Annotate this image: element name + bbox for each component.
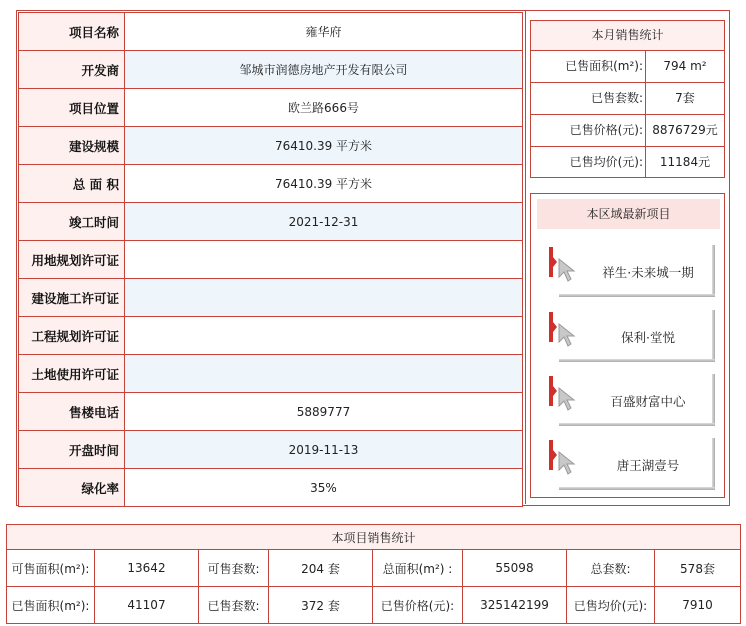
monthly-row-units bbox=[531, 83, 724, 115]
info-label: 竣工时间 bbox=[19, 203, 125, 241]
info-label: 项目名称 bbox=[19, 13, 125, 51]
monthly-row-avg-price bbox=[531, 147, 724, 178]
cursor-arrow-icon bbox=[557, 450, 579, 476]
monthly-value: 8876729元 bbox=[652, 123, 718, 137]
monthly-row-area bbox=[531, 51, 724, 83]
info-value: 雍华府 bbox=[125, 13, 523, 51]
stat-value: 41107 bbox=[95, 587, 199, 624]
info-row-land-plan-permit bbox=[19, 241, 523, 279]
info-label: 总 面 积 bbox=[19, 165, 125, 203]
info-row-completion bbox=[19, 203, 523, 241]
info-row-developer bbox=[19, 51, 523, 89]
info-label: 用地规划许可证 bbox=[19, 241, 125, 279]
info-row-construction-permit bbox=[19, 279, 523, 317]
stat-value: 578套 bbox=[655, 550, 741, 587]
monthly-sales-box bbox=[530, 20, 725, 178]
monthly-row-price bbox=[531, 115, 724, 147]
card-shadow bbox=[712, 438, 715, 490]
stat-value: 325142199 bbox=[463, 587, 567, 624]
project-info-table bbox=[18, 12, 523, 507]
stat-value: 372 套 bbox=[269, 587, 373, 624]
monthly-key: 已售面积(m²): bbox=[531, 51, 646, 82]
info-value: 35% bbox=[125, 469, 523, 507]
sales-row-available bbox=[7, 550, 741, 587]
latest-projects-title: 本区域最新项目 bbox=[537, 199, 720, 229]
info-label: 售楼电话 bbox=[19, 393, 125, 431]
info-label: 项目位置 bbox=[19, 89, 125, 127]
info-value bbox=[125, 241, 523, 279]
monthly-value: 794 m² bbox=[663, 59, 707, 73]
info-label: 建设施工许可证 bbox=[19, 279, 125, 317]
info-value: 2021-12-31 bbox=[125, 203, 523, 241]
project-sales-title: 本项目销售统计 bbox=[7, 525, 741, 550]
info-label: 工程规划许可证 bbox=[19, 317, 125, 355]
stat-label: 可售面积(m²): bbox=[7, 550, 95, 587]
stat-label: 总套数: bbox=[567, 550, 655, 587]
stat-label: 已售均价(元): bbox=[567, 587, 655, 624]
monthly-key: 已售套数: bbox=[531, 83, 646, 114]
stat-label: 可售套数: bbox=[199, 550, 269, 587]
card-shadow bbox=[559, 487, 715, 490]
stat-value: 13642 bbox=[95, 550, 199, 587]
latest-project-link-2[interactable] bbox=[549, 304, 715, 362]
info-row-engineering-permit bbox=[19, 317, 523, 355]
info-row-land-use-permit bbox=[19, 355, 523, 393]
info-row-location bbox=[19, 89, 523, 127]
card-shadow bbox=[712, 245, 715, 297]
card-shadow bbox=[712, 310, 715, 362]
latest-project-name: 保利·堂悦 bbox=[621, 330, 675, 345]
info-row-name bbox=[19, 13, 523, 51]
stat-label: 已售套数: bbox=[199, 587, 269, 624]
stat-label: 已售价格(元): bbox=[373, 587, 463, 624]
latest-projects-box bbox=[530, 193, 725, 498]
latest-project-name: 唐王湖壹号 bbox=[616, 458, 680, 473]
info-value: 欧兰路666号 bbox=[125, 89, 523, 127]
info-row-phone bbox=[19, 393, 523, 431]
info-row-greening bbox=[19, 469, 523, 507]
stat-label: 总面积(m²) : bbox=[373, 550, 463, 587]
latest-project-name: 祥生·未来城一期 bbox=[602, 265, 694, 280]
info-row-opening bbox=[19, 431, 523, 469]
info-value bbox=[125, 317, 523, 355]
card-shadow bbox=[712, 374, 715, 426]
latest-project-link-4[interactable] bbox=[549, 432, 715, 490]
info-value: 邹城市润德房地产开发有限公司 bbox=[125, 51, 523, 89]
panel-divider bbox=[525, 11, 526, 504]
info-value bbox=[125, 355, 523, 393]
monthly-value: 7套 bbox=[675, 91, 695, 105]
cursor-arrow-icon bbox=[557, 257, 579, 283]
info-value bbox=[125, 279, 523, 317]
monthly-sales-title: 本月销售统计 bbox=[531, 21, 724, 51]
info-value: 5889777 bbox=[125, 393, 523, 431]
info-row-scale bbox=[19, 127, 523, 165]
monthly-key: 已售价格(元): bbox=[531, 115, 646, 146]
card-shadow bbox=[559, 423, 715, 426]
card-shadow bbox=[559, 359, 715, 362]
stat-value: 55098 bbox=[463, 550, 567, 587]
stat-value: 7910 bbox=[655, 587, 741, 624]
info-value: 76410.39 平方米 bbox=[125, 165, 523, 203]
info-label: 土地使用许可证 bbox=[19, 355, 125, 393]
info-label: 建设规模 bbox=[19, 127, 125, 165]
monthly-value: 11184元 bbox=[659, 155, 711, 169]
info-label: 开盘时间 bbox=[19, 431, 125, 469]
latest-project-link-1[interactable] bbox=[549, 239, 715, 297]
latest-project-link-3[interactable] bbox=[549, 368, 715, 426]
info-label: 绿化率 bbox=[19, 469, 125, 507]
info-value: 2019-11-13 bbox=[125, 431, 523, 469]
project-sales-table bbox=[6, 524, 741, 624]
sales-row-sold bbox=[7, 587, 741, 624]
cursor-arrow-icon bbox=[557, 386, 579, 412]
cursor-arrow-icon bbox=[557, 322, 579, 348]
card-shadow bbox=[559, 294, 715, 297]
stat-value: 204 套 bbox=[269, 550, 373, 587]
info-value: 76410.39 平方米 bbox=[125, 127, 523, 165]
info-row-total-area bbox=[19, 165, 523, 203]
stat-label: 已售面积(m²): bbox=[7, 587, 95, 624]
latest-project-name: 百盛财富中心 bbox=[610, 394, 686, 409]
monthly-key: 已售均价(元): bbox=[531, 147, 646, 178]
info-label: 开发商 bbox=[19, 51, 125, 89]
